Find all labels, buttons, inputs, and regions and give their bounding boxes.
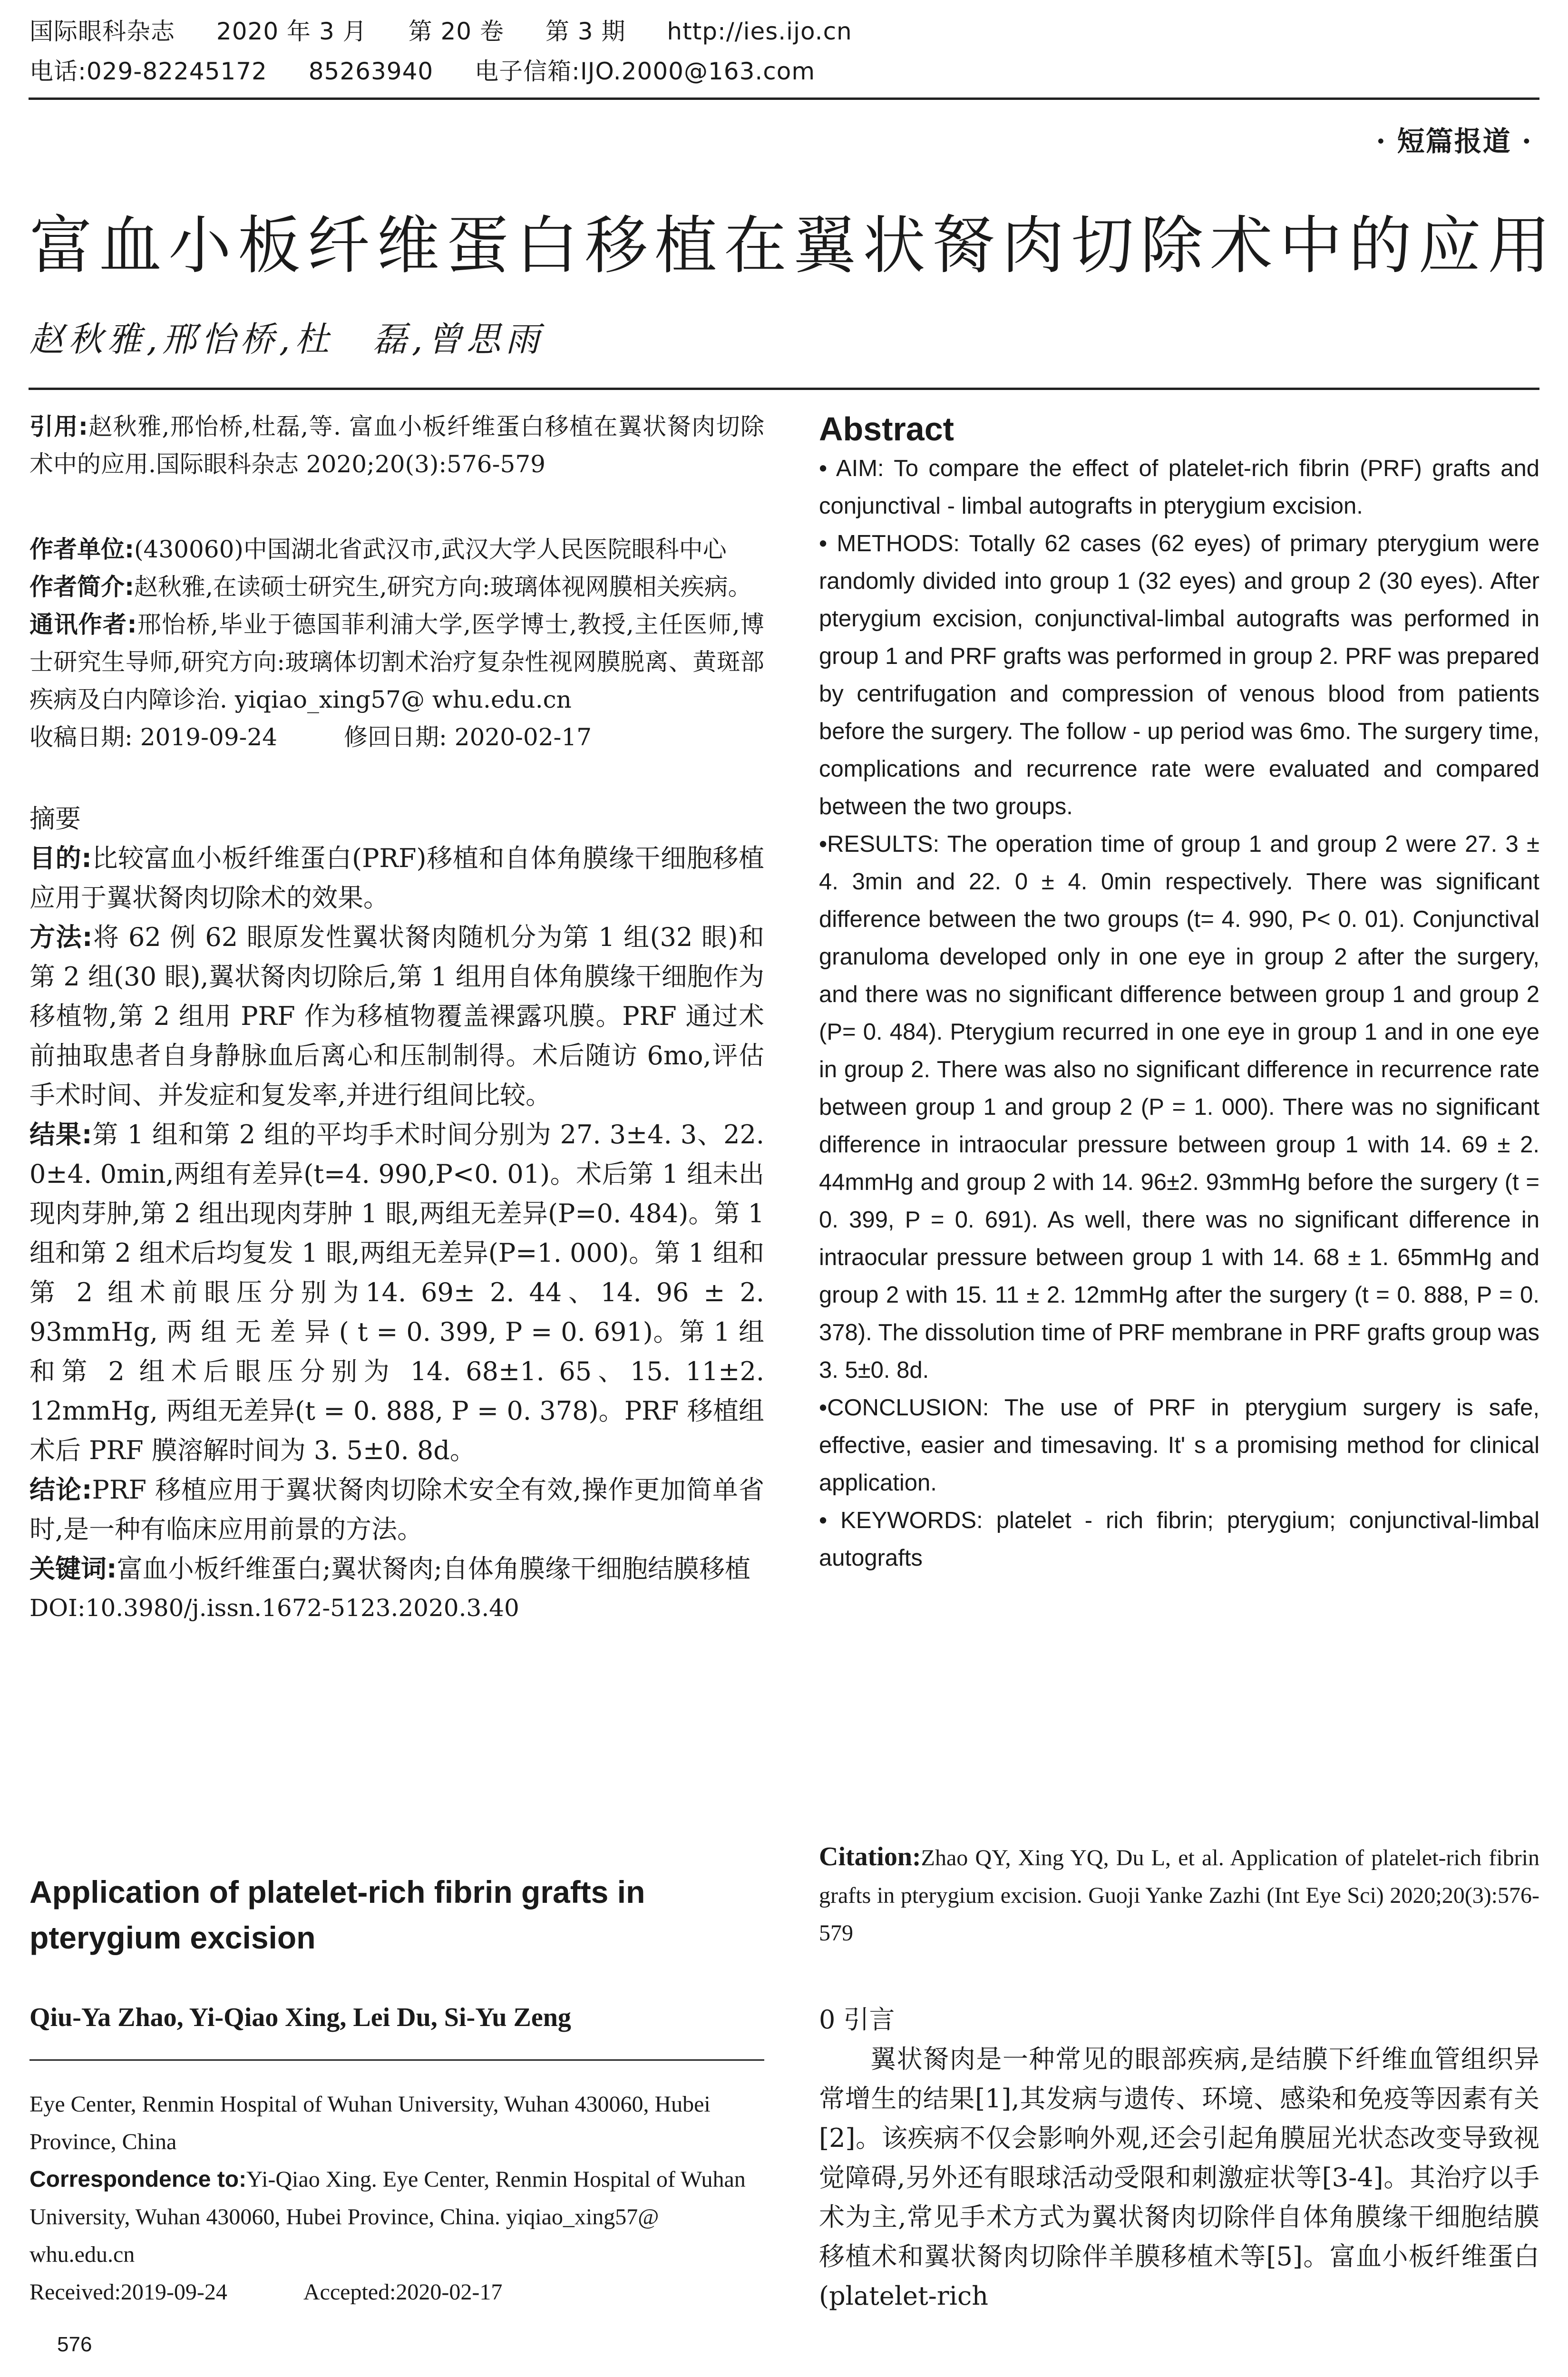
abstract-en-heading: Abstract [819,410,954,448]
citation-cn: 引用:赵秋雅,邢怡桥,杜磊,等. 富血小板纤维蛋白移植在翼状胬肉切除术中的应用.国际眼科杂志 2020;20(3):576-579 [29,413,764,478]
journal-url[interactable]: http://ies.ijo.cn [667,18,852,45]
email[interactable]: 电子信箱:IJO.2000@163.com [475,58,816,85]
authors-cn: 赵秋雅,邢怡桥,杜 磊,曾思雨 [29,319,545,359]
introduction [819,2000,1539,2316]
keywords-cn: 关键词:富血小板纤维蛋白;翼状胬肉;自体角膜缘干细胞结膜移植 [29,1554,750,1584]
citation-en-block [819,1838,1539,1952]
intro-heading: 0 引言 [819,2005,895,2035]
journal-header-line1 [29,13,886,49]
left-column [29,408,764,1628]
corresponding-author: 通讯作者:邢怡桥,毕业于德国菲利浦大学,医学博士,教授,主任医师,博士研究生导师,研究方向:玻璃体切割术治疗复杂性视网膜脱离、黄斑部疾病及白内障诊治. yiqiao_xing57@ whu.edu.cn [29,611,764,713]
english-title: Application of platelet-rich fibrin grafts in pterygium excision [29,1874,645,1955]
english-affiliation: Eye Center, Renmin Hospital of Wuhan University, Wuhan 430060, Hubei Province, China [29,2092,711,2154]
doi[interactable]: DOI:10.3980/j.issn.1672-5123.2020.3.40 [29,1594,519,1622]
journal-name: 国际眼科杂志 [29,18,175,45]
english-authors: Qiu-Ya Zhao, Yi-Qiao Xing, Lei Du, Si-Yu Zeng [29,2003,571,2032]
english-authors-divider [29,2059,764,2061]
conclusion-cn: 结论:PRF 移植应用于翼状胬肉切除术安全有效,操作更加简单省时,是一种有临床应用前景的方法。 [29,1475,764,1544]
header-divider [29,97,1539,100]
issue-date: 2020 年 3 月 [216,18,367,45]
phone: 电话:029-82245172 [29,58,267,85]
author-bio: 作者简介:赵秋雅,在读硕士研究生,研究方向:玻璃体视网膜相关疾病。 [29,573,752,601]
aim-en: • AIM: To compare the effect of platelet-rich fibrin (PRF) grafts and conjunctival - limbal autografts in pterygium excision. [819,456,1540,519]
intro-text: 翼状胬肉是一种常见的眼部疾病,是结膜下纤维血管组织异常增生的结果[1],其发病与遗传、环境、感染和免疫等因素有关[2]。该疾病不仅会影响外观,还会引起角膜屈光状态改变导致视觉障碍,另外还有眼球活动受限和刺激症状等[3-4]。其治疗以手术为主,常见手术方式为翼状胬肉切除伴自体角膜缘干细胞结膜移植术和翼状胬肉切除伴羊膜移植术等[5]。富血小板纤维蛋白(platelet-rich [819,2044,1539,2311]
dates-cn: 收稿日期: 2019-09-24 修回日期: 2020-02-17 [29,723,592,751]
results-en: •RESULTS: The operation time of group 1 and group 2 were 27. 3 ± 4. 3min and 22. 0 ± 4. 0min respectively. There was significant difference between the two groups (t= 4. 990, P< 0. 01). Conjunctival granuloma developed only in one eye in group 2 after the surgery, and there was no significant difference between group 1 and group 2 (P= 0. 484). Pterygium recurred in one eye in group 1 and in one eye in group 2. There was also no significant difference in recurrence rate between group 1 and group 2 (P = 1. 000). There was no significant difference in intraocular pressure between group 1 with 14. 69 ± 2. 44mmHg and group 2 with 14. 96±2. 93mmHg before the surgery (t = 0. 399, P = 0. 691). As well, there was no significant difference in intraocular pressure between group 1 with 14. 68 ± 1. 65mmHg and group 2 with 15. 11 ± 2. 12mmHg after the surgery (t = 0. 888, P = 0. 378). The dissolution time of PRF membrane in PRF grafts group was 3. 5±0. 8d. [819,831,1539,1383]
author-affiliation: 作者单位:(430060)中国湖北省武汉市,武汉大学人民医院眼科中心 [29,536,727,563]
issue: 第 3 期 [545,18,626,45]
title-divider [29,388,1539,390]
english-affiliation-block [29,2085,764,2311]
abstract-en [819,450,1539,1577]
results-cn: 结果:第 1 组和第 2 组的平均手术时间分别为 27. 3±4. 3、22. 0±4. 0min,两组有差异(t=4. 990,P<0. 01)。术后第 1 组未出现肉芽肿,第 2 组出现肉芽肿 1 眼,两组无差异(P=0. 484)。第 1 组和第 2 组术后均复发 1 眼,两组无差异(P=1. 000)。第 1 组和第 2 组术前眼压分别为14. 69± 2. 44、14. 96 ± 2. 93mmHg, 两 组 无 差 异 ( t = 0. 399, P = 0. 691)。第 1 组和第 2 组术后眼压分别为 14. 68±1. 65、15. 11±2. 12mmHg, 两组无差异(t = 0. 888, P = 0. 378)。PRF 移植组术后 PRF 膜溶解时间为 3. 5±0. 8d。 [29,1120,764,1465]
english-dates: Received:2019-09-24 Accepted:2020-02-17 [29,2280,503,2305]
aim-cn: 目的:比较富血小板纤维蛋白(PRF)移植和自体角膜缘干细胞移植应用于翼状胬肉切除术的效果。 [29,843,764,913]
page-number: 576 [57,2333,92,2356]
keywords-en: • KEYWORDS: platelet - rich fibrin; pterygium; conjunctival-limbal autografts [819,1508,1540,1571]
section-tag: · 短篇报道 · [1376,125,1532,157]
volume: 第 20 卷 [408,18,504,45]
methods-en: • METHODS: Totally 62 cases (62 eyes) of primary pterygium were randomly divided into group 1 (32 eyes) and group 2 (30 eyes). After pterygium excision, conjunctival-limbal autografts was performed in group 1 and PRF grafts was performed in group 2. PRF was prepared by centrifugation and compression of venous blood from patients before the surgery. The follow - up period was 6mo. The surgery time, complications and recurrence rate were evaluated and compared between the two groups. [819,531,1540,819]
methods-cn: 方法:将 62 例 62 眼原发性翼状胬肉随机分为第 1 组(32 眼)和第 2 组(30 眼),翼状胬肉切除后,第 1 组用自体角膜缘干细胞作为移植物,第 2 组用 PRF 作为移植物覆盖裸露巩膜。PRF 通过术前抽取患者自身静脉血后离心和压制制得。术后随访 6mo,评估手术时间、并发症和复发率,并进行组间比较。 [29,922,764,1110]
phone2: 85263940 [308,58,434,85]
journal-header-line2 [29,53,848,89]
correspondence: Correspondence to:Yi-Qiao Xing. Eye Center, Renmin Hospital of Wuhan University, Wuhan 430060, Hubei Province, China. yiqiao_xing57@ whu.edu.cn [29,2167,746,2267]
citation-en: Citation:Zhao QY, Xing YQ, Du L, et al. Application of platelet-rich fibrin grafts in pterygium excision. Guoji Yanke Zazhi (Int Eye Sci) 2020;20(3):576-579 [819,1842,1539,1946]
right-column [819,410,1539,1577]
conclusion-en: •CONCLUSION: The use of PRF in pterygium surgery is safe, effective, easier and timesaving. It' s a promising method for clinical application. [819,1395,1540,1496]
abstract-cn [29,799,764,1628]
article-title: 富血小板纤维蛋白移植在翼状胬肉切除术中的应用 [29,209,1557,283]
abstract-cn-heading: 摘要 [29,804,81,834]
